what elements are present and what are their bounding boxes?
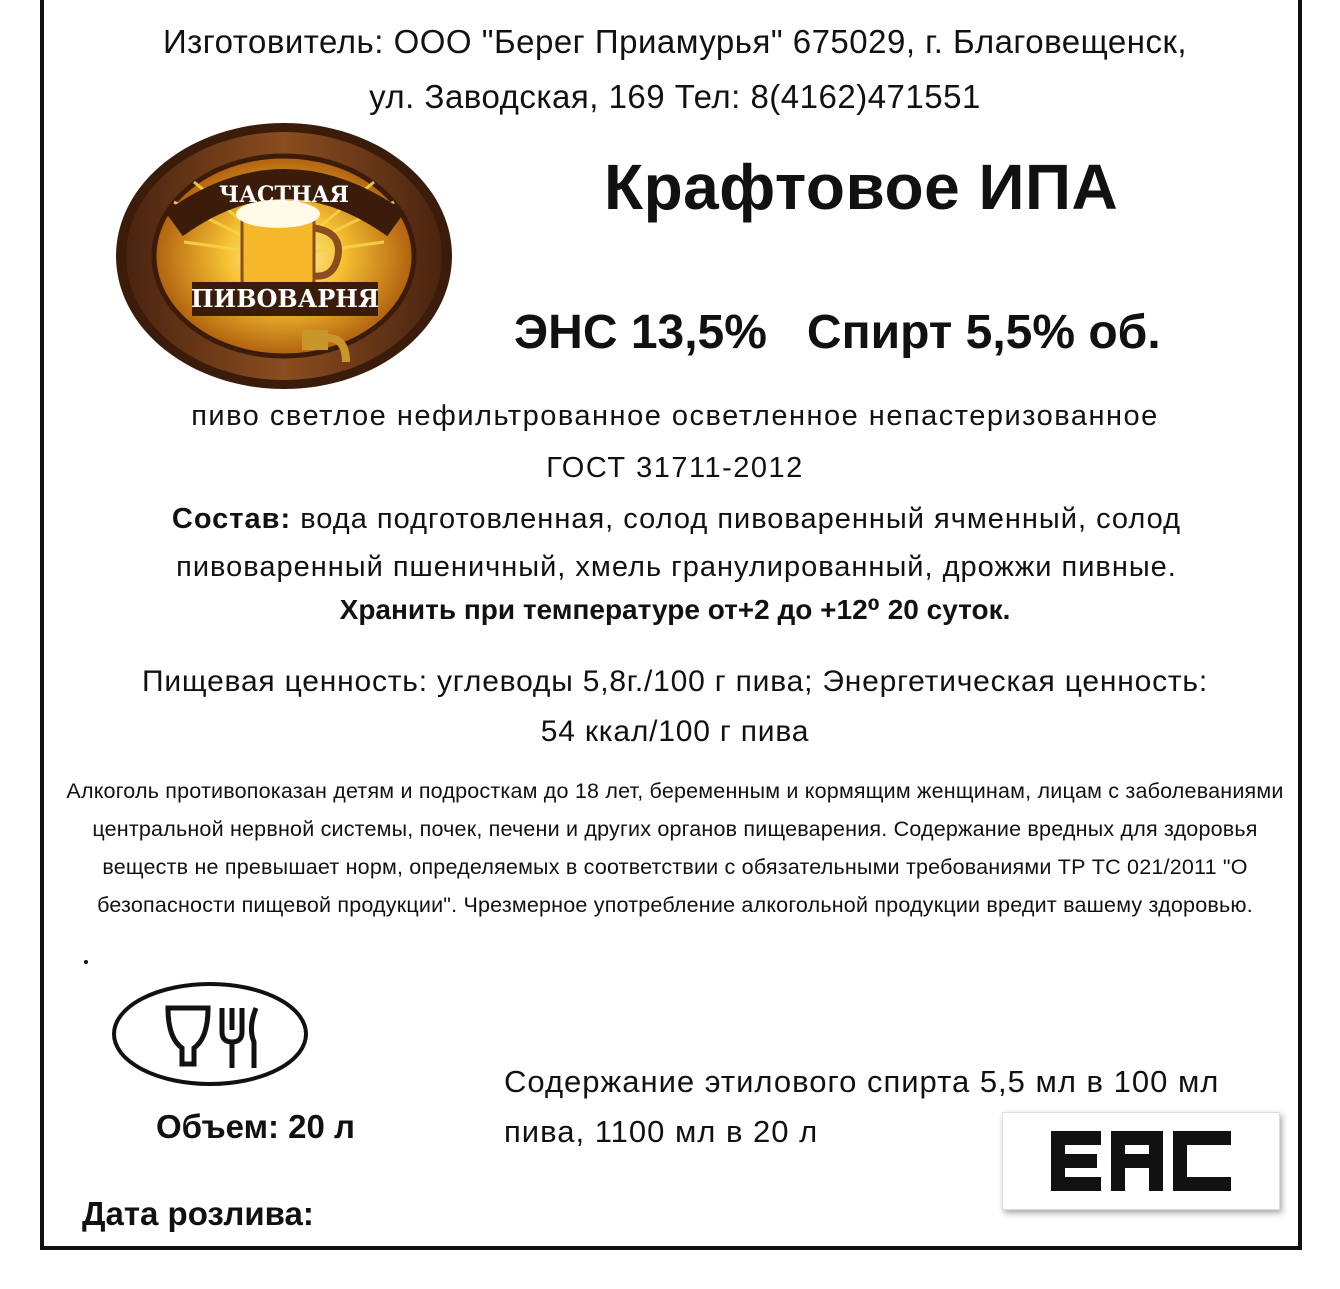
nutrition-info xyxy=(64,657,1286,757)
storage-conditions: Хранить при температуре от+2 до +12⁰ 20 суток. xyxy=(339,594,1011,625)
ethyl-content: Содержание этилового спирта 5,5 мл в 100 мл пива, 1100 мл в 20 л xyxy=(504,1064,1220,1149)
eac-mark-icon xyxy=(1003,1113,1279,1209)
manufacturer-line-1: Изготовитель: ООО "Берег Приамурья" 675029, г. Благовещенск, xyxy=(162,23,1188,60)
logo-bottom-text: ПИВОВАРНЯ xyxy=(190,284,380,313)
beer-description xyxy=(44,390,1306,494)
barrel-logo-icon xyxy=(114,122,454,390)
volume: Объем: 20 л xyxy=(156,1108,355,1145)
stray-dot xyxy=(84,960,88,964)
composition xyxy=(74,495,1279,591)
nutrition-line-2: 54 ккал/100 г пива xyxy=(540,715,810,748)
composition-text: вода подготовленная, солод пивоваренный ячменный, солод пивоваренный пшеничный, хмель гранулированный, дрожжи пивные. xyxy=(176,503,1182,583)
beer-type: пиво светлое нефильтрованное осветленное непастеризованное xyxy=(191,400,1159,432)
gost-standard: ГОСТ 31711-2012 xyxy=(546,452,804,484)
manufacturer-info xyxy=(44,14,1306,124)
composition-label: Состав: xyxy=(171,503,292,535)
product-label xyxy=(40,0,1302,1250)
product-name: Крафтовое ИПА xyxy=(604,151,1119,223)
eac-mark-box xyxy=(1002,1112,1280,1210)
bottling-date-label: Дата розлива: xyxy=(82,1195,314,1232)
logo-top-text: ЧАСТНАЯ xyxy=(219,182,349,208)
nutrition-line-1: Пищевая ценность: углеводы 5,8г./100 г пива; Энергетическая ценность: xyxy=(142,665,1208,698)
strength-line xyxy=(514,305,1161,360)
manufacturer-line-2: ул. Заводская, 169 Тел: 8(4162)471551 xyxy=(369,78,981,115)
alcohol-value: Спирт 5,5% об. xyxy=(806,306,1161,359)
food-contact-icon xyxy=(110,980,310,1088)
ens-value: ЭНС 13,5% xyxy=(514,306,767,359)
health-warning: Алкоголь противопоказан детям и подросткам до 18 лет, беременным и кормящим женщинам, лицам с заболеваниями центральной нервной системы, почек, печени и других органов пищеварения. Содержание вредных для здоровья веществ не превышает норм, определяемых в соответствии с обязательными требованиями ТР ТС 021/2011 "О безопасности пищевой продукции". Чрезмерное употребление алкогольной продукции вредит вашему здоровью. xyxy=(66,779,1284,917)
